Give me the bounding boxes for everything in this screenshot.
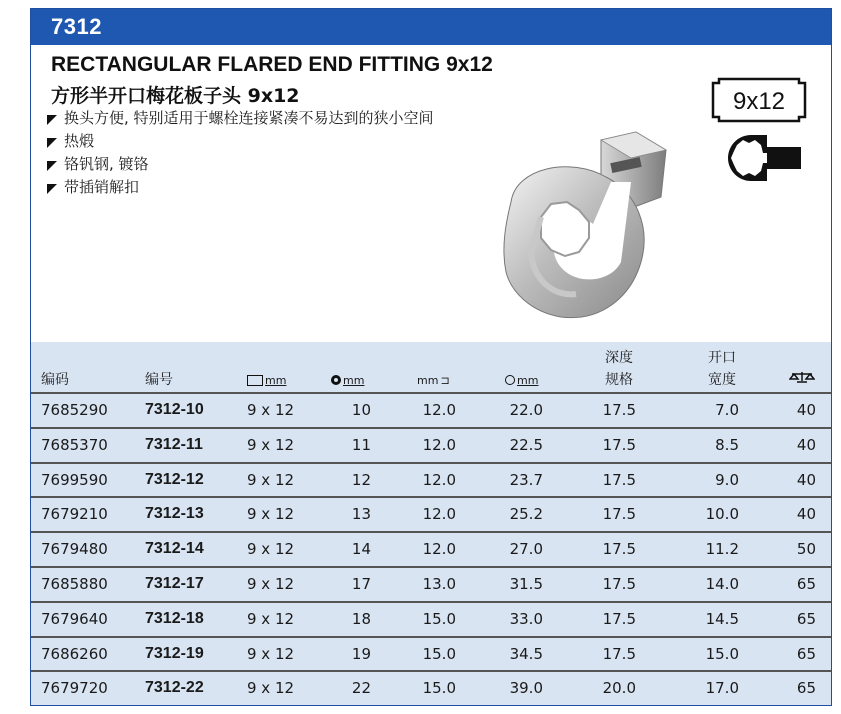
cell-a: 22	[351, 679, 371, 698]
cell-a: 17	[351, 575, 371, 593]
col-header-opening-1: 开口	[708, 350, 736, 366]
header-bar	[31, 9, 831, 45]
cell-d: 17.5	[602, 644, 636, 663]
cell-code: 7679210	[41, 505, 108, 524]
cell-f: 65	[796, 679, 816, 698]
title-chinese: 方形半开口梅花板子头 9x12	[51, 85, 300, 107]
cell-f: 40	[796, 401, 816, 419]
col-header-number: 编号	[145, 372, 173, 388]
cell-f: 40	[796, 470, 816, 489]
cell-c: 33.0	[509, 609, 543, 628]
cell-e: 10.0	[705, 505, 739, 524]
feature-item: 热煅	[47, 130, 434, 153]
cell-size: 9 x 12	[247, 679, 295, 698]
cell-c: 23.7	[509, 470, 543, 489]
spec-table	[31, 342, 831, 705]
table-row	[31, 601, 831, 635]
cell-e: 7.0	[715, 401, 739, 419]
cell-c: 22.0	[509, 401, 543, 419]
square-drive-icon	[247, 375, 263, 386]
cell-size: 9 x 12	[247, 401, 295, 419]
cell-a: 11	[351, 435, 371, 454]
col-header-depth-2: 规格	[605, 372, 633, 388]
thickness-icon: ⊐	[440, 374, 450, 387]
cell-c: 31.5	[509, 575, 543, 593]
cell-e: 11.2	[705, 540, 739, 559]
table-row	[31, 670, 831, 704]
product-code: 7312	[51, 14, 102, 39]
cell-c: 34.5	[509, 644, 543, 663]
cell-a: 19	[351, 644, 371, 663]
size-badge-label: 9x12	[732, 88, 786, 115]
cell-no: 7312-19	[145, 644, 204, 662]
feature-item: 带插销解扣	[47, 176, 434, 199]
cell-no: 7312-11	[145, 435, 203, 453]
cell-f: 40	[796, 435, 816, 454]
table-row	[31, 462, 831, 496]
table-row	[31, 636, 831, 670]
cell-a: 13	[351, 505, 371, 524]
cell-size: 9 x 12	[247, 435, 295, 454]
table-row	[31, 496, 831, 530]
cell-no: 7312-17	[145, 575, 204, 592]
cell-a: 10	[351, 401, 371, 419]
cell-b: 12.0	[422, 505, 456, 524]
bullet-icon	[47, 184, 57, 194]
bullet-icon	[47, 115, 57, 125]
cell-size: 9 x 12	[247, 505, 295, 524]
diameter-icon	[505, 375, 515, 385]
cell-no: 7312-10	[145, 401, 204, 418]
cell-b: 15.0	[422, 679, 456, 698]
cell-b: 13.0	[422, 575, 456, 593]
cell-d: 17.5	[602, 401, 636, 419]
cell-size: 9 x 12	[247, 575, 295, 593]
cell-e: 17.0	[705, 679, 739, 698]
ring-icon	[331, 375, 341, 385]
cell-b: 15.0	[422, 609, 456, 628]
cell-no: 7312-22	[145, 679, 204, 697]
table-row	[31, 427, 831, 461]
cell-a: 14	[351, 540, 371, 559]
cell-f: 40	[796, 505, 816, 524]
size-badge	[711, 77, 807, 123]
table-row	[31, 531, 831, 565]
cell-code: 7699590	[41, 470, 108, 489]
cell-c: 22.5	[509, 435, 543, 454]
cell-e: 9.0	[715, 470, 739, 489]
cell-f: 50	[796, 540, 816, 559]
col-header-code: 编码	[41, 372, 69, 388]
feature-item: 铬钒钢, 镀铬	[47, 153, 434, 176]
bullet-icon	[47, 138, 57, 148]
cell-c: 25.2	[509, 505, 543, 524]
cell-b: 12.0	[422, 435, 456, 454]
cell-c: 39.0	[509, 679, 543, 698]
cell-d: 17.5	[602, 470, 636, 489]
cell-d: 17.5	[602, 609, 636, 628]
cell-code: 7685290	[41, 401, 108, 419]
cell-d: 17.5	[602, 435, 636, 454]
cell-e: 14.5	[705, 609, 739, 628]
cell-b: 12.0	[422, 401, 456, 419]
col-header-head-diameter: mm	[505, 372, 538, 388]
cell-e: 15.0	[705, 644, 739, 663]
cell-d: 20.0	[602, 679, 636, 698]
cell-code: 7685880	[41, 575, 108, 593]
cell-code: 7679480	[41, 540, 108, 559]
col-header-square-size: mm	[247, 372, 286, 388]
cell-b: 15.0	[422, 644, 456, 663]
cell-no: 7312-12	[145, 470, 204, 488]
flare-wrench-icon	[723, 131, 803, 185]
cell-d: 17.5	[602, 540, 636, 559]
cell-size: 9 x 12	[247, 540, 295, 559]
cell-b: 12.0	[422, 540, 456, 559]
weight-scale-icon	[789, 370, 815, 388]
cell-no: 7312-18	[145, 609, 204, 627]
cell-f: 65	[796, 575, 816, 593]
cell-d: 17.5	[602, 575, 636, 593]
cell-no: 7312-13	[145, 505, 204, 523]
table-row	[31, 392, 831, 426]
cell-code: 7686260	[41, 644, 108, 663]
flare-nut-fitting-image	[461, 122, 691, 337]
catalog-frame	[30, 8, 832, 706]
cell-e: 8.5	[715, 435, 739, 454]
cell-a: 12	[351, 470, 371, 489]
cell-a: 18	[351, 609, 371, 628]
col-header-opening-2: 宽度	[708, 372, 736, 388]
cell-no: 7312-14	[145, 540, 204, 558]
cell-size: 9 x 12	[247, 470, 295, 489]
col-header-wrench-size: mm	[331, 372, 364, 388]
cell-code: 7679720	[41, 679, 108, 698]
cell-size: 9 x 12	[247, 609, 295, 628]
cell-code: 7685370	[41, 435, 108, 454]
cell-e: 14.0	[705, 575, 739, 593]
col-header-depth-1: 深度	[605, 350, 633, 366]
table-row	[31, 566, 831, 600]
cell-size: 9 x 12	[247, 644, 295, 663]
cell-code: 7679640	[41, 609, 108, 628]
cell-f: 65	[796, 644, 816, 663]
col-header-thickness: mm ⊐	[417, 374, 450, 387]
title-english: RECTANGULAR FLARED END FITTING 9x12	[51, 53, 493, 76]
cell-c: 27.0	[509, 540, 543, 559]
cell-d: 17.5	[602, 505, 636, 524]
cell-b: 12.0	[422, 470, 456, 489]
feature-item: 换头方便, 特别适用于螺栓连接紧凑不易达到的狭小空间	[47, 107, 434, 130]
feature-list	[47, 107, 434, 199]
bullet-icon	[47, 161, 57, 171]
cell-f: 65	[796, 609, 816, 628]
